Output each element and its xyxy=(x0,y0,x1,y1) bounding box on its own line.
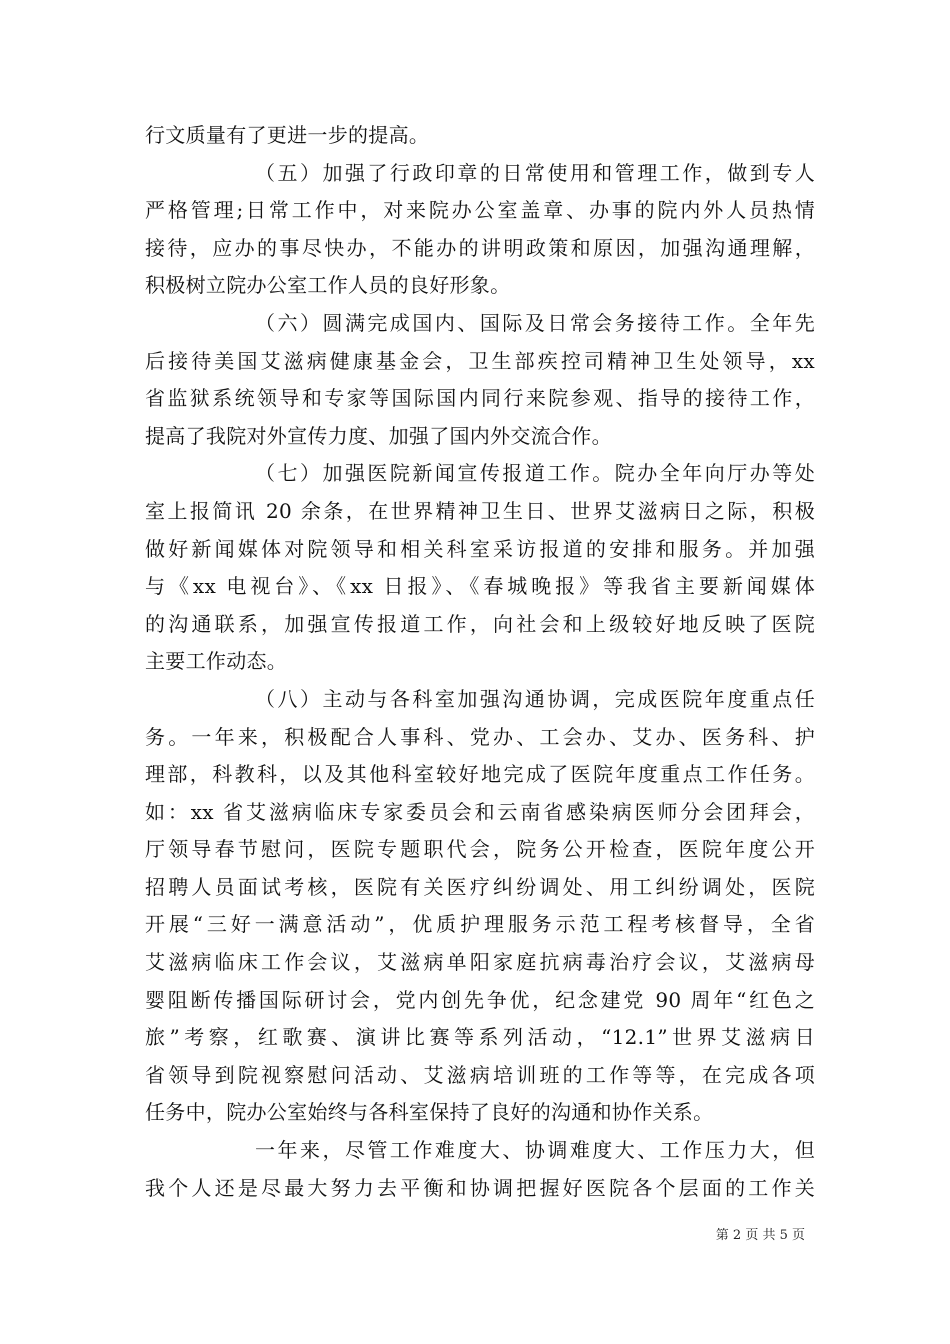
text-line: 室上报简讯 20 余条，在世界精神卫生日、世界艾滋病日之际，积极 xyxy=(145,498,815,523)
text-line: 做好新闻媒体对院领导和相关科室采访报道的安排和服务。并加强 xyxy=(145,536,815,561)
text-line: 接待，应办的事尽快办，不能办的讲明政策和原因，加强沟通理解， xyxy=(145,235,815,260)
text-line: 严格管理;日常工作中，对来院办公室盖章、办事的院内外人员热情 xyxy=(145,198,815,223)
text-line: 如：xx 省艾滋病临床专家委员会和云南省感染病医师分会团拜会， xyxy=(145,799,815,824)
paragraph-heading-7: （七）加强医院新闻宣传报道工作。院办全年向厅办等处 xyxy=(255,461,815,486)
text-line: 务。一年来，积极配合人事科、党办、工会办、艾办、医务科、护 xyxy=(145,724,815,749)
text-line: 婴阻断传播国际研讨会，党内创先争优，纪念建党 90 周年“红色之 xyxy=(145,987,815,1012)
text-line: 行文质量有了更进一步的提高。 xyxy=(145,123,430,147)
text-line: 主要工作动态。 xyxy=(145,649,288,674)
text-line: 理部，科教科，以及其他科室较好地完成了医院年度重点工作任务。 xyxy=(145,762,815,787)
text-line: 厅领导春节慰问，医院专题职代会，院务公开检查，医院年度公开 xyxy=(145,837,815,862)
text-line: 后接待美国艾滋病健康基金会，卫生部疾控司精神卫生处领导，xx xyxy=(145,348,815,373)
text-line: 我个人还是尽最大努力去平衡和协调把握好医院各个层面的工作关 xyxy=(145,1175,815,1200)
paragraph-heading-5: （五）加强了行政印章的日常使用和管理工作，做到专人 xyxy=(255,160,815,185)
text-line: 艾滋病临床工作会议，艾滋病单阳家庭抗病毒治疗会议，艾滋病母 xyxy=(145,950,815,975)
paragraph-summary-start: 一年来，尽管工作难度大、协调难度大、工作压力大，但 xyxy=(255,1138,815,1163)
page-number: 第 2 页 共 5 页 xyxy=(715,1228,805,1243)
text-line: 省监狱系统领导和专家等国际国内同行来院参观、指导的接待工作， xyxy=(145,386,815,411)
document-body xyxy=(145,117,815,1207)
text-line: 的沟通联系，加强宣传报道工作，向社会和上级较好地反映了医院 xyxy=(145,611,815,636)
text-line: 开展“三好一满意活动”，优质护理服务示范工程考核督导，全省 xyxy=(145,912,815,937)
text-line: 任务中，院办公室始终与各科室保持了良好的沟通和协作关系。 xyxy=(145,1100,714,1125)
text-line: 省领导到院视察慰问活动、艾滋病培训班的工作等等，在完成各项 xyxy=(145,1062,815,1087)
text-line: 招聘人员面试考核，医院有关医疗纠纷调处、用工纠纷调处，医院 xyxy=(145,874,815,899)
text-line: 与《xx 电视台》、《xx 日报》、《春城晚报》等我省主要新闻媒体 xyxy=(145,574,815,599)
text-line: 提高了我院对外宣传力度、加强了国内外交流合作。 xyxy=(145,423,612,448)
paragraph-heading-8: （八）主动与各科室加强沟通协调，完成医院年度重点任 xyxy=(255,686,815,711)
paragraph-heading-6: （六）圆满完成国内、国际及日常会务接待工作。全年先 xyxy=(255,310,815,335)
text-line: 旅”考察，红歌赛、演讲比赛等系列活动，“12.1”世界艾滋病日 xyxy=(145,1025,815,1050)
text-line: 积极树立院办公室工作人员的良好形象。 xyxy=(145,273,511,298)
